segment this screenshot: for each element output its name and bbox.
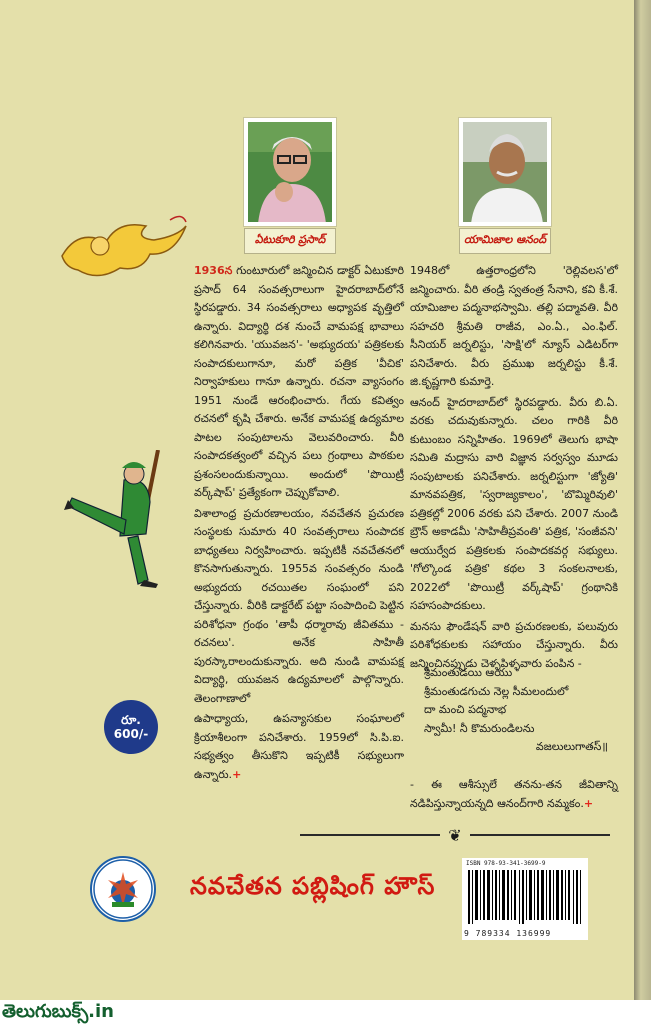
publisher-logo (90, 856, 156, 922)
poem-line: దా మంచి పద్మనాభ (424, 703, 507, 716)
author-photo-left (243, 117, 337, 227)
blessing-poem (424, 664, 614, 757)
flying-figure-illustration (58, 212, 192, 286)
price-badge (104, 700, 158, 754)
poem-line: స్వామీ! నీ కొమరుండిలను (424, 721, 535, 735)
price-amount: 600/- (113, 727, 149, 741)
isbn-label: ISBN 978-93-341-3699-9 (466, 860, 546, 867)
author-name-right: యామిజాల ఆనంద్ (459, 228, 551, 254)
ornament-divider (300, 825, 610, 845)
barcode-bars (468, 870, 582, 924)
author-photo-right (458, 117, 552, 227)
soldier-illustration (64, 450, 170, 590)
author-name-left: ఏటుకూరి ప్రసాద్ (244, 228, 336, 254)
left-end-mark: + (232, 767, 242, 781)
publisher-name: నవచేతన పబ్లిషింగ్ హౌస్ (190, 872, 436, 900)
left-bio-para-3: ఉపాధ్యాయ, ఉపన్యాసకుల సంఘాలలో క్రియాశీలంగా పనిచేశారు. 1959లో సి.పి.ఐ. సభ్యత్వం తీసుకొని ఇప్పటికీ సభ్యులుగా ఉన్నారు. (194, 712, 404, 781)
poem-line: శ్రీమంతుడగుచు నెల్ల సీమలందులో (424, 684, 569, 698)
right-column-bio (410, 262, 618, 675)
right-bio-para-1: 1948లో ఉత్తరాంధ్రలోని 'రెల్లివలస'లో జన్మించారు. వీరి తండ్రి స్వతంత్ర సేనాని, కవి కీ.శే. యామిజాల పద్మనాభస్వామి. తల్లి పద్మావతి. వీరి సహచరి శ్రీమతి రాజీవ, ఎం.ఏ., ఎం.ఫిల్. సీనియర్ జర్నలిస్టు, 'సాక్షి'లో న్యూస్ ఎడిటర్‌గా పనిచేశారు. వీరు ప్రముఖ జర్నలిస్టు కీ.శే. జి.కృష్ణగారి కుమార్తె. (410, 264, 618, 388)
site-watermark: తెలుగుబుక్స్.in (2, 1001, 114, 1022)
poem-signature: వజలులుగాతస్॥ (535, 740, 608, 753)
flourish-icon: ❦ (448, 825, 462, 845)
right-end-mark: + (583, 796, 594, 810)
right-bio-para-3: మనసు ఫౌండేషన్ వారి ప్రచురణలకు, పలువురు పరిశోధకులకు సహాయం చేస్తున్నారు. వీరు జన్మించినప్పుడు చెళ్ళపిళ్ళవారు పంపిన - (410, 619, 618, 670)
left-bio-para-1: గుంటూరులో జన్మించిన డాక్టర్ ఏటుకూరి ప్రసాద్ 64 సంవత్సరాలుగా హైదరాబాద్‌లోనే స్థిరపడ్డారు. 34 సంవత్సరాలు అధ్యాపక వృత్తిలో ఉన్నారు. విద్యార్థి దశ నుంచే వామపక్ష భావాలు కలిగినవారు. 'యువజన'- 'అభ్యుదయ' పత్రికలకు సంపాదకులుగానూ, మరో పత్రిక 'వీచిక' నిర్వాహకులు గానూ ఉన్నారు. రచనా వ్యాసంగం 1951 నుండే ఆరంభించారు. గేయ కవిత్వం రచనలో కృషి చేశారు. అనేక వామపక్ష ఉద్యమాల పాటల సంపుటాలను వెలువరించారు. వీరి సంపాదకత్వంలో వచ్చిన పలు గ్రంథాలు పాఠకుల ప్రశంసలందుకున్నాయి. అందులో 'పొయిట్రీ వర్క్‌షాప్' ప్రత్యేకంగా చెప్పుకోవాలి. (194, 264, 405, 499)
right-bio-para-2: ఆనంద్ హైదరాబాద్‌లో స్థిరపడ్డారు. వీరు బి.ఏ. వరకు చదువుకున్నారు. చలం గారికి వీరి కుటుంబం సన్నిహితం. 1969లో తెలుగు భాషా సమితి మద్రాసు వారి విజ్ఞాన సర్వస్వం మూడు సంపుటాలకు పనిచేశారు. జర్నలిస్టుగా 'జ్యోతి' మానవపత్రిక, 'స్వరాజ్యకాలం', 'బొమ్మిరివులి' పత్రికల్లో 2006 వరకు పని చేశారు. 2007 నుండి బ్రౌన్ అకాడమీ 'సాహితీప్రవంతి' పత్రిక, 'సంజీవని' ఆయుర్వేద పత్రికలకు సంపాదకవర్గ సభ్యులు. 'గోల్కొండ పత్రిక' కథల 3 సంకలనాలకు, 2022లో 'పొయిట్రీ వర్క్‌షాప్' గ్రంథానికి సహసంపాదకులు. (410, 395, 618, 612)
poem-line: శ్రీమంతుడయి ఆయు (424, 666, 513, 679)
closing-note: - ఈ ఆశీస్సులే తనను-తన జీవితాన్ని నడిపిస్తున్నాయన్నది ఆనంద్‌గారి నమ్మకం.+ (410, 778, 618, 810)
isbn-barcode (462, 858, 588, 940)
book-spine-edge (634, 0, 651, 1000)
left-bio-para-2: విశాలాంధ్ర ప్రచురణాలయం, నవచేతన ప్రచురణ సంస్థలకు సుమారు 40 సంవత్సరాలు సంపాదక బాధ్యతలు నిర్వహించారు. ఇప్పటికీ నవచేతనలో కొనసాగుతున్నారు. 1955వ సంవత్సరం నుండి అభ్యుదయ రచయితల సంఘంలో పని చేస్తున్నారు. వీరికి డాక్టరేట్ పట్టా సంపాదించి పెట్టిన పరిశోధనా గ్రంథం 'తాపీ ధర్మారావు జీవితము - రచనలు'. అనేక సాహితీ పురస్కారాలందుకున్నారు. అది నుండి వామపక్ష విద్యార్థి, యువజన ఉద్యమాలలో పాల్గొన్నారు. తెలంగాణాలో (194, 506, 404, 705)
isbn-number: 9 789334 136999 (464, 929, 552, 938)
birth-year: 1936న (194, 264, 233, 277)
left-column-bio (194, 262, 404, 786)
price-currency: రూ. (121, 713, 141, 727)
